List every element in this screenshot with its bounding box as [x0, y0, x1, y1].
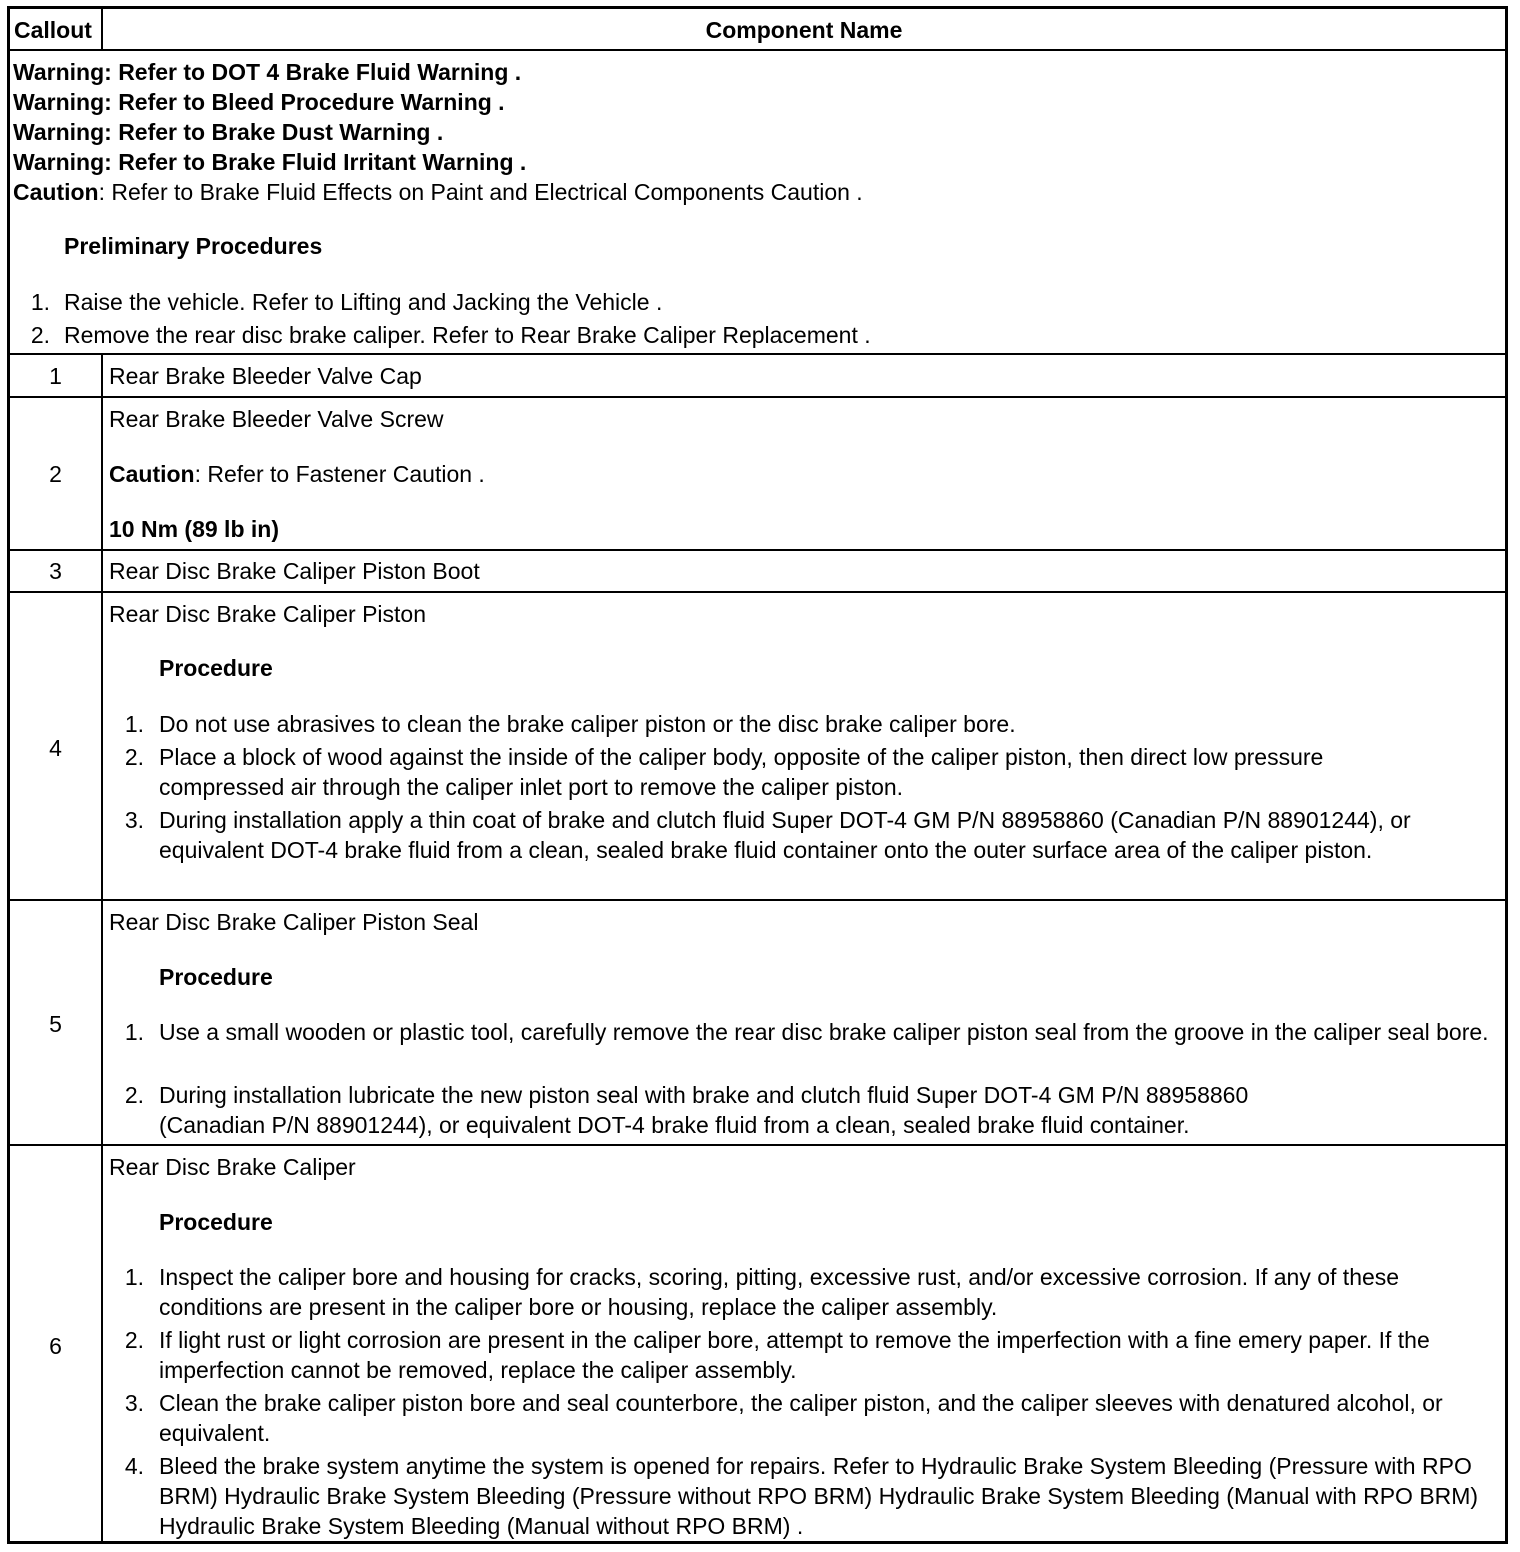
rule-row2 [10, 549, 1505, 551]
step-text: During installation apply a thin coat of brake and clutch fluid Super DOT-4 GM P/N 88958860 (Canadian P/N 88901244), or equivalent DOT-4 brake fluid from a clean, sealed brake fluid container onto the outer surface area of the caliper piston. [159, 807, 1411, 863]
warning-line [13, 147, 526, 177]
component-name: Rear Disc Brake Caliper Piston [109, 601, 427, 627]
step-number: 1. [124, 711, 144, 737]
step-number: 2. [124, 1327, 144, 1353]
preliminary-step-number: 2. [30, 322, 50, 348]
warning-text: : Refer to Brake Fluid Irritant Warning . [104, 149, 527, 175]
step-number: 3. [124, 807, 144, 833]
step-text: During installation lubricate the new piston seal with brake and clutch fluid Super DOT-4 GM P/N 88958860 (Canadian P/N 88901244), or equivalent DOT-4 brake fluid from a clean, sealed brake fluid container. [159, 1082, 1249, 1138]
step-text: Clean the brake caliper piston bore and seal counterbore, the caliper piston, and the caliper sleeves with denatured alcohol, or equivalent. [159, 1390, 1443, 1446]
rule-header [10, 49, 1505, 51]
rule-row3 [10, 591, 1505, 593]
col-divider-body [101, 353, 103, 1541]
step-number: 3. [124, 1390, 144, 1416]
callout-number: 2 [49, 461, 62, 487]
rule-row5 [10, 1144, 1505, 1146]
warning-label: Warning [13, 59, 105, 85]
step-text: Bleed the brake system anytime the system is opened for repairs. Refer to Hydraulic Brake System Bleeding (Pressure with RPO BRM) Hydraulic Brake System Bleeding (Pressure without RPO BRM) Hydraulic Brake System Bleeding (Manual with RPO BRM) Hydraulic Brake System Bleeding (Manual without RPO BRM) . [159, 1453, 1479, 1539]
component-name: Rear Brake Bleeder Valve Screw [109, 406, 444, 432]
warning-text: : Refer to DOT 4 Brake Fluid Warning . [104, 59, 522, 85]
callout-number: 6 [49, 1333, 62, 1359]
header-component-name: Component Name [705, 17, 903, 43]
warning-label: Warning [13, 119, 105, 145]
rule-preliminary [10, 353, 1505, 355]
callout-number: 5 [49, 1011, 62, 1037]
rule-row4 [10, 899, 1505, 901]
caution-text: : Refer to Fastener Caution . [194, 461, 485, 487]
step-number: 2. [124, 1082, 144, 1108]
preliminary-step-number: 1. [30, 289, 50, 315]
step-text: Do not use abrasives to clean the brake caliper piston or the disc brake caliper bore. [159, 711, 1016, 737]
procedure-heading: Procedure [159, 655, 273, 681]
warning-label: Warning [13, 149, 105, 175]
callout-number: 1 [49, 363, 62, 389]
callout-number: 4 [49, 735, 62, 761]
caution-text: : Refer to Brake Fluid Effects on Paint and Electrical Components Caution . [98, 179, 863, 205]
callout-number: 3 [49, 558, 62, 584]
preliminary-title: Preliminary Procedures [64, 233, 323, 259]
caution-label: Caution [13, 179, 99, 205]
header-callout: Callout [14, 17, 92, 43]
warning-text: : Refer to Brake Dust Warning . [104, 119, 444, 145]
caution-line [13, 177, 863, 207]
preliminary-step-text: Remove the rear disc brake caliper. Refer to Rear Brake Caliper Replacement . [64, 322, 871, 348]
step-text: Place a block of wood against the inside of the caliper body, opposite of the caliper piston, then direct low pressure compressed air through the caliper inlet port to remove the caliper piston. [159, 744, 1324, 800]
procedure-heading: Procedure [159, 964, 273, 990]
warning-line [13, 87, 505, 117]
warning-label: Warning [13, 89, 105, 115]
step-number: 2. [124, 744, 144, 770]
warning-line [13, 117, 443, 147]
component-name: Rear Disc Brake Caliper [109, 1154, 356, 1180]
step-number: 1. [124, 1019, 144, 1045]
step-number: 4. [124, 1453, 144, 1479]
caution-label: Caution [109, 461, 195, 487]
component-name: Rear Disc Brake Caliper Piston Seal [109, 909, 479, 935]
service-table [7, 6, 1508, 1544]
step-number: 1. [124, 1264, 144, 1290]
rule-row1 [10, 396, 1505, 398]
warning-line [13, 57, 521, 87]
caution-line [109, 459, 485, 489]
component-name: Rear Brake Bleeder Valve Cap [109, 363, 422, 389]
torque-spec: 10 Nm (89 lb in) [109, 516, 279, 542]
step-text: If light rust or light corrosion are present in the caliper bore, attempt to remove the imperfection with a fine emery paper. If the imperfection cannot be removed, replace the caliper assembly. [159, 1327, 1430, 1383]
step-text: Inspect the caliper bore and housing for cracks, scoring, pitting, excessive rust, and/or excessive corrosion. If any of these conditions are present in the caliper bore or housing, replace the caliper assembly. [159, 1264, 1400, 1320]
warning-text: : Refer to Bleed Procedure Warning . [104, 89, 505, 115]
preliminary-step-text: Raise the vehicle. Refer to Lifting and Jacking the Vehicle . [64, 289, 663, 315]
procedure-heading: Procedure [159, 1209, 273, 1235]
step-text: Use a small wooden or plastic tool, carefully remove the rear disc brake caliper piston seal from the groove in the caliper seal bore. [159, 1019, 1489, 1045]
component-name: Rear Disc Brake Caliper Piston Boot [109, 558, 480, 584]
